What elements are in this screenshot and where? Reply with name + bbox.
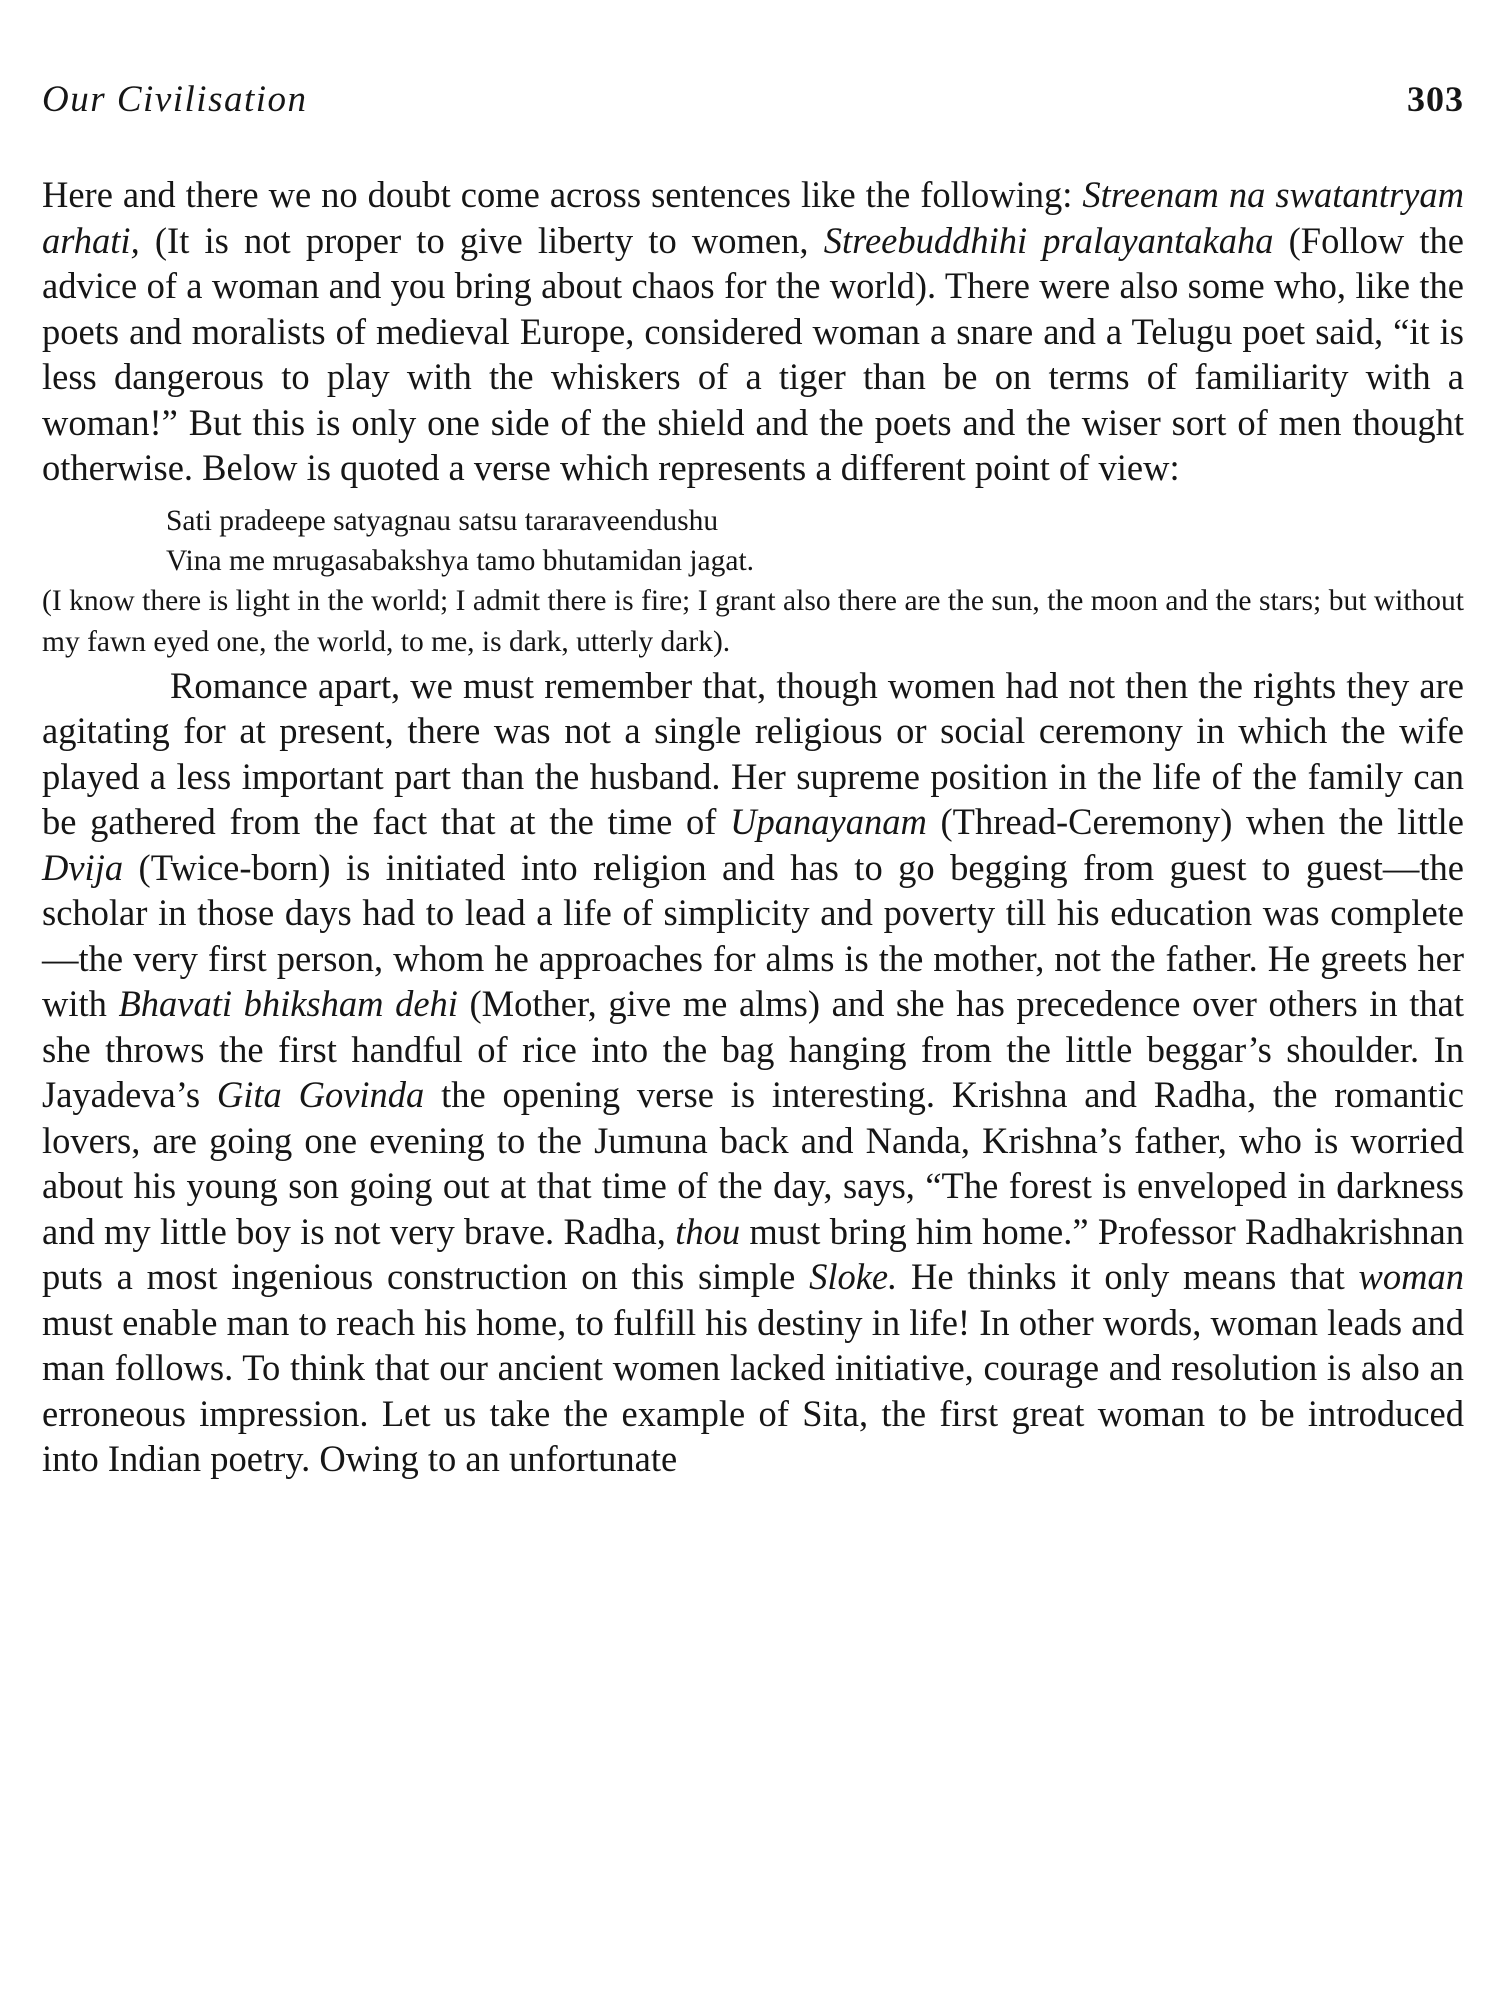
paragraph-text: must bring him home.” Professor Radhakrishnan puts a most ingenious construction on this simple	[42, 1210, 1464, 1297]
paragraph-text: He thinks it only means that	[897, 1256, 1359, 1297]
verse-line-1: Sati pradeepe satyagnau satsu tararaveendushu	[166, 504, 719, 537]
italic-phrase: Bhavati bhiksham dehi	[118, 983, 458, 1024]
italic-phrase: Gita Govinda	[216, 1074, 425, 1115]
page-body	[42, 172, 1464, 1482]
italic-phrase: thou	[675, 1210, 741, 1252]
paragraph-text: (Mother, give me alms) and she has precedence over others in that she throws the first handful of rice into the bag hanging from the little beggar’s shoulder. In Jayadeva’s	[42, 983, 1464, 1115]
running-title: Our Civilisation	[42, 79, 308, 120]
verse-translation: (I know there is light in the world; I admit there is fire; I grant also there are the sun, the moon and the stars; but without my fawn eyed one, the world, to me, is dark, utterly dark).	[42, 584, 1464, 658]
paragraph-text: the opening verse is interesting. Krishna and Radha, the romantic lovers, are going one evening to the Jumuna back and Nanda, Krishna’s father, who is worried about his young son going out at that time of the day, says, “The forest is enveloped in darkness and my little boy is not very brave. Radha,	[42, 1074, 1465, 1252]
paragraph-2	[42, 663, 1464, 1482]
italic-phrase: woman	[1358, 1256, 1465, 1297]
paragraph-1	[42, 172, 1464, 491]
paragraph-text: (Twice-born) is initiated into religion and has to go begging from guest to guest—the scholar in those days had to lead a life of simplicity and poverty till his education was complete—the very first person, whom he approaches for alms is the mother, not the father. He greets her with	[42, 846, 1464, 1024]
verse-line-2: Vina me mrugasabakshya tamo bhutamidan jagat.	[166, 544, 755, 577]
page-number: 303	[1407, 79, 1464, 119]
italic-phrase: Sloke.	[809, 1256, 898, 1297]
paragraph-text: Romance apart, we must remember that, though women had not then the rights they are agitating for at present, there was not a single religious or social ceremony in which the wife played a less important part than the husband. Her supreme position in the life of the family can be gathered from the fact that at the time of	[42, 664, 1464, 842]
paragraph-text: Here and there we no doubt come across sentences like the following:	[42, 174, 1083, 215]
paragraph-text: must enable man to reach his home, to fulfill his destiny in life! In other words, woman leads and man follows. To think that our ancient women lacked initiative, courage and resolution is also an erroneous impression. Let us take the example of Sita, the first great woman to be introduced into Indian poetry. Owing to an unfortunate	[42, 1301, 1464, 1479]
italic-phrase: Dvija	[42, 846, 124, 888]
italic-phrase: Upanayanam	[730, 801, 927, 842]
sanskrit-verse	[166, 501, 1464, 581]
paragraph-text: (It is not proper to give liberty to women,	[139, 219, 824, 261]
paragraph-text: (Follow the advice of a woman and you bring about chaos for the world). There were also some who, like the poets and moralists of medieval Europe, considered woman a snare and a Telugu poet said, “it is less dangerous to play with the whiskers of a tiger than be on terms of familiarity with a woman!” But this is only one side of the shield and the poets and the wiser sort of men thought otherwise. Below is quoted a verse which represents a different point of view:	[42, 219, 1465, 488]
italic-phrase: Streebuddhihi pralayantakaha	[823, 219, 1274, 261]
paragraph-text: (Thread-Ceremony) when the little	[926, 801, 1464, 842]
page-header	[42, 78, 1464, 128]
italic-phrase: Streenam na swatantryam arhati,	[42, 174, 1464, 261]
